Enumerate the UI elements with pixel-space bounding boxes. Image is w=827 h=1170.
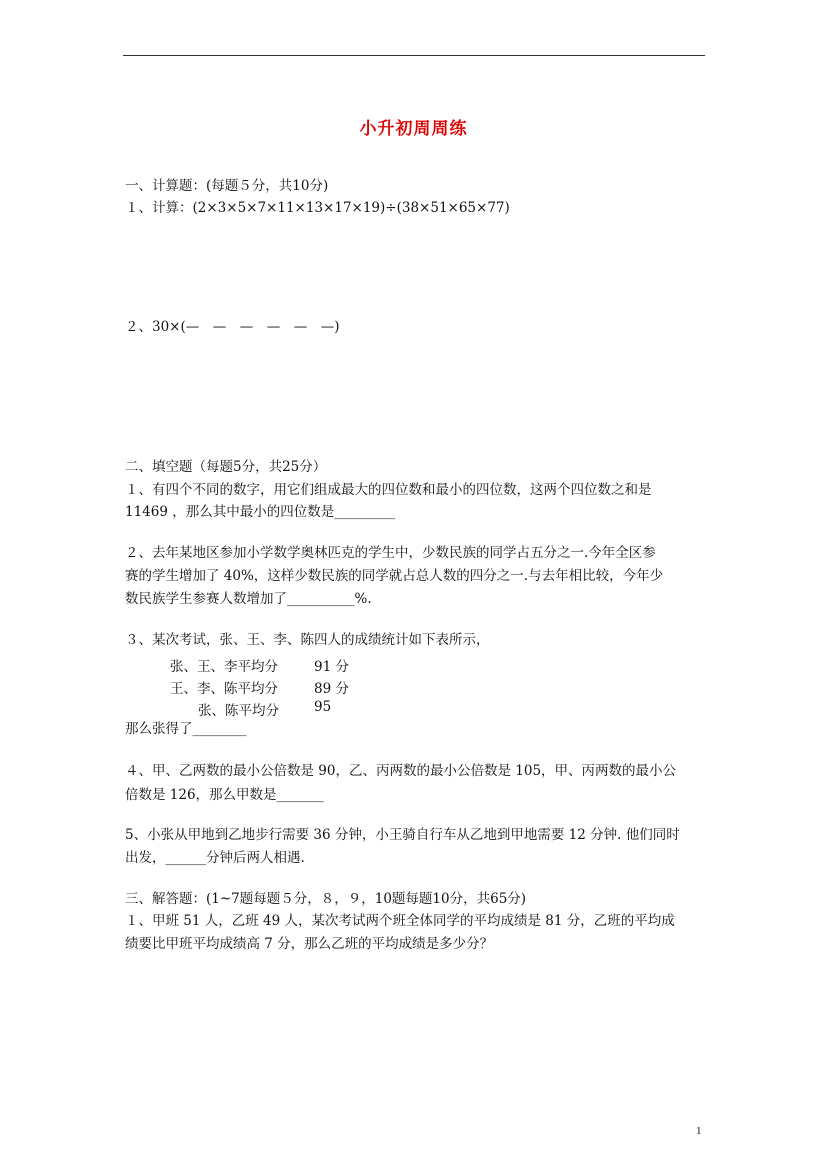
section2-q1-line1: １、有四个不同的数字，用它们组成最大的四位数和最小的四位数，这两个四位数之和是	[125, 482, 652, 498]
score-table-row-label: 张、王、李平均分	[170, 659, 278, 675]
score-table-row-value: 95	[314, 699, 332, 715]
section2-q4-line2: 倍数是 126，那么甲数是_______	[125, 787, 324, 803]
section2-q3-end: 那么张得了________	[125, 721, 247, 737]
section3-heading: 三、解答题：(1~7题每题５分，８，９，10题每题10分，共65分)	[125, 891, 527, 907]
header-rule	[123, 55, 705, 56]
score-table-row-value: 91 分	[314, 659, 349, 675]
section1-heading: 一、计算题：(每题５分，共10分)	[125, 178, 329, 194]
page-title: 小升初周周练	[359, 119, 468, 139]
section1-question1: １、计算：(2×3×5×7×11×13×17×19)÷(38×51×65×77)	[125, 200, 510, 216]
page-number: 1	[696, 1125, 702, 1137]
score-table-row-label: 王、李、陈平均分	[170, 681, 278, 697]
section2-q2-line3: 数民族学生参赛人数增加了__________%.	[125, 591, 372, 607]
score-table-row-label: 张、陈平均分	[198, 703, 279, 719]
section2-heading: 二、填空题（每题5分，共25分）	[125, 459, 327, 475]
section2-q3-line1: ３、某次考试，张、王、李、陈四人的成绩统计如下表所示，	[125, 632, 490, 648]
section3-q1-line1: １、甲班 51 人，乙班 49 人，某次考试两个班全体同学的平均成绩是 81 分，乙班的平均成	[125, 913, 675, 929]
section2-q2-line1: ２、去年某地区参加小学数学奥林匹克的学生中，少数民族的同学占五分之一.今年全区参	[125, 545, 656, 561]
section2-q5-line2: 出发，______分钟后两人相遇.	[125, 850, 305, 866]
section2-q1-line2: 11469 ，那么其中最小的四位数是_________	[125, 504, 395, 520]
section2-q4-line1: ４、甲、乙两数的最小公倍数是 90，乙、丙两数的最小公倍数是 105，甲、丙两数的最小公	[125, 763, 677, 779]
score-table-row-value: 89 分	[314, 681, 349, 697]
section2-q5-line1: 5、小张从甲地到乙地步行需要 36 分钟，小王骑自行车从乙地到甲地需要 12 分钟. 他们同时	[125, 827, 680, 843]
section3-q1-line2: 绩要比甲班平均成绩高 7 分，那么乙班的平均成绩是多少分？	[125, 936, 494, 952]
section1-question2: ２、30×(— — — — — —)	[125, 319, 340, 335]
section2-q2-line2: 赛的学生增加了 40%，这样少数民族的同学就占总人数的四分之一.与去年相比较，今年少	[125, 568, 664, 584]
